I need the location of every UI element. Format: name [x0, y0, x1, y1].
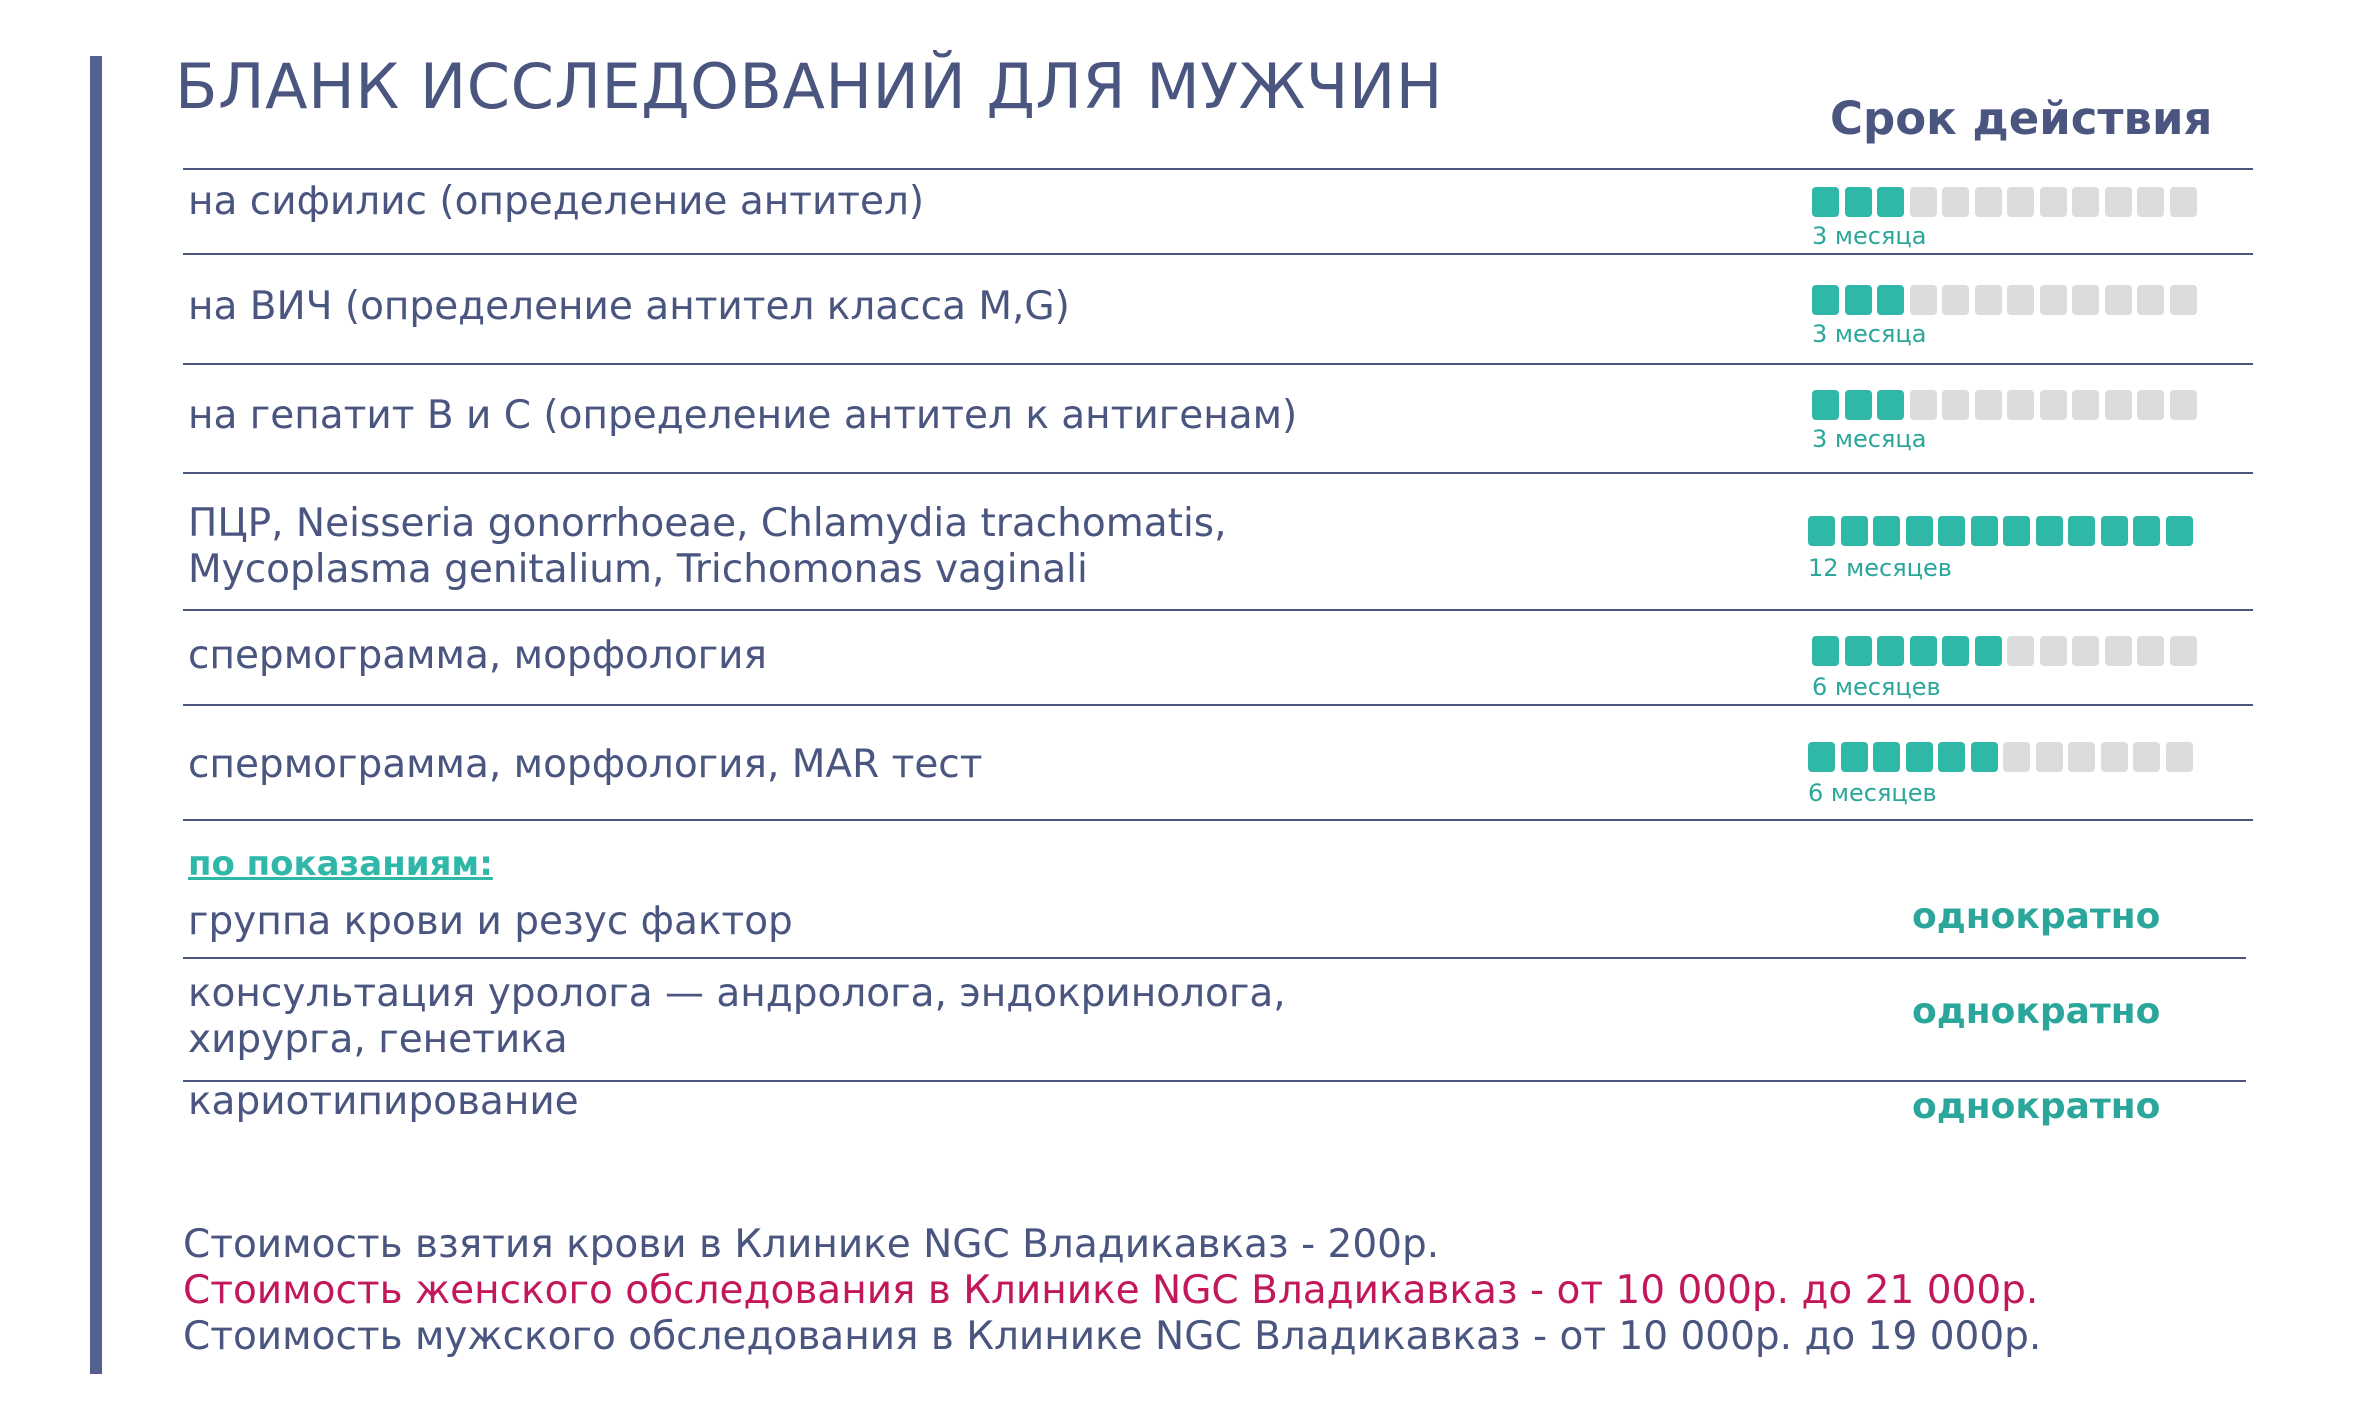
- indication-validity: однократно: [1912, 1086, 2161, 1127]
- filled-month-segment: [1877, 390, 1904, 420]
- validity-caption: 3 месяца: [1812, 425, 1927, 453]
- empty-month-segment: [2036, 742, 2063, 772]
- filled-month-segment: [1906, 516, 1933, 546]
- filled-month-segment: [2101, 516, 2128, 546]
- filled-month-segment: [1873, 742, 1900, 772]
- filled-month-segment: [2003, 516, 2030, 546]
- empty-month-segment: [2137, 636, 2164, 666]
- validity-caption: 12 месяцев: [1808, 554, 1952, 582]
- empty-month-segment: [2040, 187, 2067, 217]
- empty-month-segment: [2040, 636, 2067, 666]
- page-title: БЛАНК ИССЛЕДОВАНИЙ ДЛЯ МУЖЧИН: [175, 50, 1443, 123]
- filled-month-segment: [1845, 390, 1872, 420]
- empty-month-segment: [1942, 390, 1969, 420]
- filled-month-segment: [1942, 636, 1969, 666]
- test-label-line-1: ПЦР, Neisseria gonorrhoeae, Chlamydia trachomatis,: [188, 501, 1227, 546]
- male-exam-cost: Стоимость мужского обследования в Клинике NGC Владикавказ - от 10 000р. до 19 000р.: [183, 1314, 2042, 1359]
- empty-month-segment: [2007, 187, 2034, 217]
- filled-month-segment: [2133, 516, 2160, 546]
- filled-month-segment: [1841, 742, 1868, 772]
- indication-label-line-2: хирурга, генетика: [188, 1017, 568, 1062]
- empty-month-segment: [2170, 390, 2197, 420]
- divider: [183, 957, 2246, 959]
- empty-month-segment: [2170, 285, 2197, 315]
- indication-label: кариотипирование: [188, 1079, 579, 1124]
- empty-month-segment: [2137, 285, 2164, 315]
- filled-month-segment: [1812, 390, 1839, 420]
- empty-month-segment: [1975, 285, 2002, 315]
- empty-month-segment: [1942, 285, 1969, 315]
- empty-month-segment: [1910, 390, 1937, 420]
- female-exam-cost: Стоимость женского обследования в Клинике NGC Владикавказ - от 10 000р. до 21 000р.: [183, 1268, 2039, 1313]
- empty-month-segment: [2007, 285, 2034, 315]
- empty-month-segment: [2040, 285, 2067, 315]
- empty-month-segment: [1975, 390, 2002, 420]
- empty-month-segment: [2068, 742, 2095, 772]
- accent-bar: [90, 56, 102, 1374]
- divider: [183, 472, 2253, 474]
- empty-month-segment: [1975, 187, 2002, 217]
- filled-month-segment: [1938, 742, 1965, 772]
- divider: [183, 168, 2253, 170]
- empty-month-segment: [1942, 187, 1969, 217]
- empty-month-segment: [2105, 187, 2132, 217]
- empty-month-segment: [2166, 742, 2193, 772]
- empty-month-segment: [2170, 636, 2197, 666]
- empty-month-segment: [2133, 742, 2160, 772]
- indication-label: группа крови и резус фактор: [188, 899, 793, 944]
- test-label: на сифилис (определение антител): [188, 179, 925, 224]
- validity-caption: 6 месяцев: [1808, 779, 1937, 807]
- filled-month-segment: [2068, 516, 2095, 546]
- empty-month-segment: [2072, 187, 2099, 217]
- empty-month-segment: [2101, 742, 2128, 772]
- divider: [183, 363, 2253, 365]
- filled-month-segment: [1845, 187, 1872, 217]
- filled-month-segment: [1812, 187, 1839, 217]
- indications-heading: по показаниям:: [188, 844, 493, 884]
- indication-validity: однократно: [1912, 991, 2161, 1032]
- divider: [183, 609, 2253, 611]
- filled-month-segment: [2036, 516, 2063, 546]
- filled-month-segment: [1906, 742, 1933, 772]
- empty-month-segment: [2040, 390, 2067, 420]
- empty-month-segment: [2007, 390, 2034, 420]
- empty-month-segment: [2137, 390, 2164, 420]
- test-label: спермограмма, морфология, MAR тест: [188, 742, 983, 787]
- empty-month-segment: [2170, 187, 2197, 217]
- filled-month-segment: [1877, 636, 1904, 666]
- validity-column-title: Срок действия: [1830, 92, 2213, 145]
- filled-month-segment: [2166, 516, 2193, 546]
- filled-month-segment: [1910, 636, 1937, 666]
- filled-month-segment: [1975, 636, 2002, 666]
- filled-month-segment: [1841, 516, 1868, 546]
- indication-validity: однократно: [1912, 896, 2161, 937]
- filled-month-segment: [1971, 742, 1998, 772]
- test-label: на ВИЧ (определение антител класса M,G): [188, 284, 1070, 329]
- filled-month-segment: [1877, 187, 1904, 217]
- empty-month-segment: [2072, 285, 2099, 315]
- test-label: спермограмма, морфология: [188, 633, 767, 678]
- empty-month-segment: [2007, 636, 2034, 666]
- empty-month-segment: [2137, 187, 2164, 217]
- test-label-line-2: Mycoplasma genitalium, Trichomonas vaginali: [188, 547, 1088, 592]
- test-label: на гепатит В и С (определение антител к антигенам): [188, 393, 1298, 438]
- divider: [183, 704, 2253, 706]
- filled-month-segment: [1808, 742, 1835, 772]
- validity-caption: 3 месяца: [1812, 320, 1927, 348]
- blood-draw-cost: Стоимость взятия крови в Клинике NGC Владикавказ - 200р.: [183, 1222, 1440, 1267]
- divider: [183, 819, 2253, 821]
- filled-month-segment: [1812, 285, 1839, 315]
- filled-month-segment: [1877, 285, 1904, 315]
- filled-month-segment: [1812, 636, 1839, 666]
- empty-month-segment: [1910, 187, 1937, 217]
- validity-caption: 3 месяца: [1812, 222, 1927, 250]
- validity-caption: 6 месяцев: [1812, 673, 1941, 701]
- filled-month-segment: [1971, 516, 1998, 546]
- empty-month-segment: [2105, 636, 2132, 666]
- empty-month-segment: [2003, 742, 2030, 772]
- indication-label-line-1: консультация уролога — андролога, эндокринолога,: [188, 971, 1286, 1016]
- empty-month-segment: [2072, 390, 2099, 420]
- empty-month-segment: [2105, 285, 2132, 315]
- divider: [183, 253, 2253, 255]
- empty-month-segment: [2105, 390, 2132, 420]
- filled-month-segment: [1845, 285, 1872, 315]
- filled-month-segment: [1845, 636, 1872, 666]
- empty-month-segment: [1910, 285, 1937, 315]
- filled-month-segment: [1808, 516, 1835, 546]
- empty-month-segment: [2072, 636, 2099, 666]
- filled-month-segment: [1873, 516, 1900, 546]
- filled-month-segment: [1938, 516, 1965, 546]
